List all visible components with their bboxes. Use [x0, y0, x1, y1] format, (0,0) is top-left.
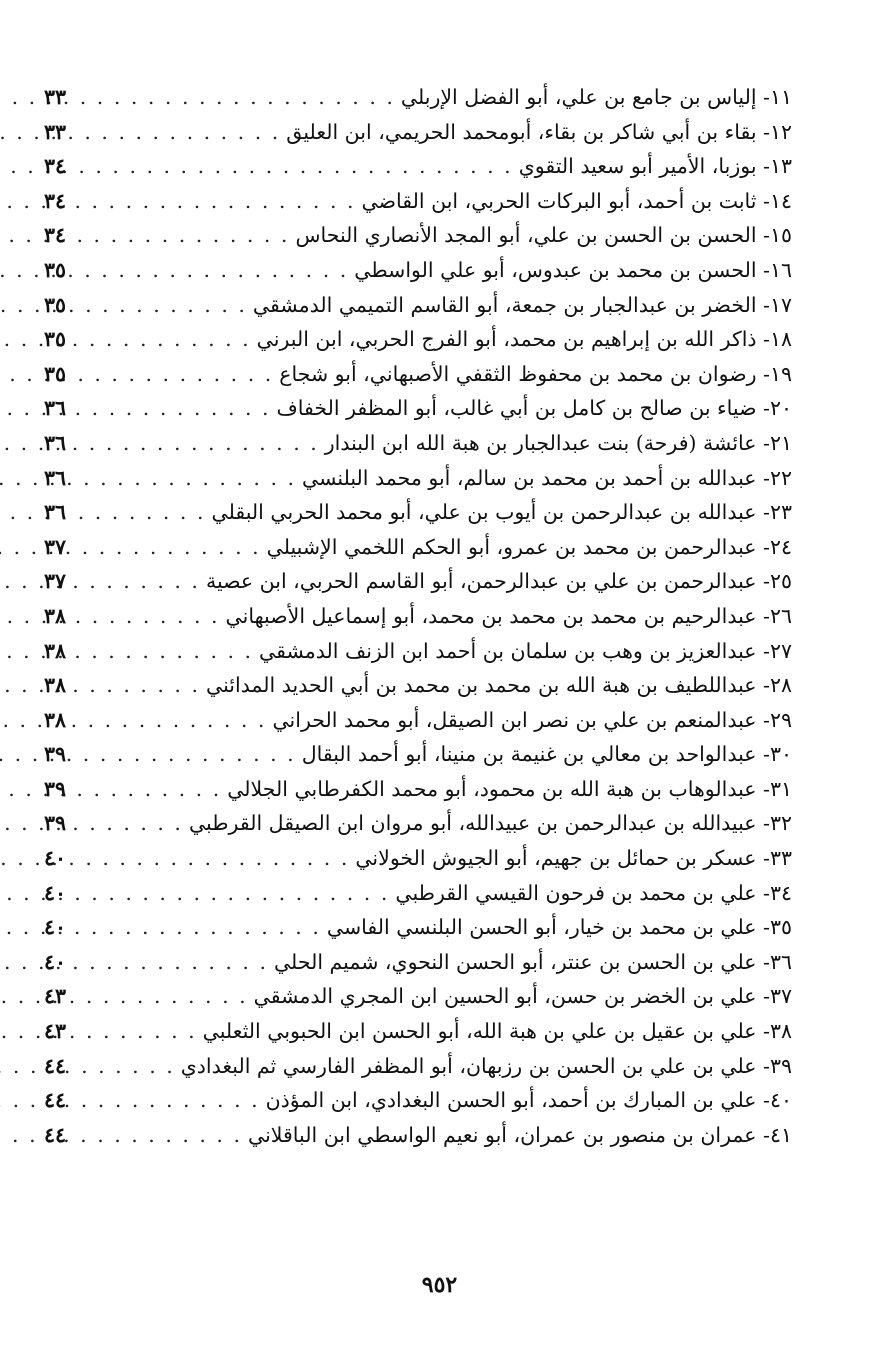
toc-entry-title: ١٢- بقاء بن أبي شاكر بن بقاء، أبومحمد الحريمي، ابن العليق: [286, 119, 792, 144]
dot-leader: [90, 322, 251, 357]
toc-entry: [44, 945, 792, 980]
toc-entry-title: ٣٨- علي بن عقيل بن علي بن هبة الله، أبو الحسن ابن الحبوبي الثعلبي: [202, 1019, 792, 1044]
toc-entry-title: ٢٦- عبدالرحيم بن محمد بن محمد بن محمد، أبو إسماعيل الأصبهاني: [225, 603, 792, 628]
dot-leader: [90, 806, 183, 841]
dot-leader: [90, 218, 289, 253]
toc-entry-page: ٤٣: [44, 984, 67, 1009]
dot-leader: [90, 530, 261, 565]
toc-entry-page: ٤٠: [44, 915, 67, 940]
toc-entry-title: ١٨- ذاكر الله بن إبراهيم بن محمد، أبو الفرج الحربي، ابن البرني: [256, 327, 792, 352]
toc-entry-page: ٤٠: [44, 846, 67, 871]
toc-entry-title: ٣٣- عسكر بن حمائل بن جهيم، أبو الجيوش الخولاني: [355, 846, 792, 871]
toc-entry: [44, 115, 792, 150]
toc-entry-page: ٣٥: [44, 292, 67, 317]
toc-entry: [44, 564, 792, 599]
toc-entry: [44, 737, 792, 772]
toc-entry-page: ٣٧: [44, 534, 67, 559]
dot-leader: [90, 841, 349, 876]
toc-entry-title: ٣٧- علي بن الخضر بن حسن، أبو الحسين ابن المجري الدمشقي: [253, 984, 792, 1009]
toc-entry-page: ٤٤: [44, 1122, 67, 1147]
toc-entry-title: ٢٥- عبدالرحمن بن علي بن عبدالرحمن، أبو القاسم الحربي، ابن عصية: [205, 569, 792, 594]
toc-entry: [44, 218, 792, 253]
toc-entry: [44, 979, 792, 1014]
toc-entry-title: ٢٤- عبدالرحمن بن محمد بن عمرو، أبو الحكم اللخمي الإشبيلي: [266, 534, 792, 559]
toc-entry-page: ٣٦: [44, 396, 67, 421]
dot-leader: [90, 945, 268, 980]
toc-entry-title: ٢٨- عبداللطيف بن هبة الله بن محمد بن محمد بن أبي الحديد المدائني: [205, 673, 792, 698]
toc-entry: [44, 461, 792, 496]
page-number-footer: ٩٥٢: [421, 1272, 458, 1298]
toc-entry: [44, 322, 792, 357]
toc-entry: [44, 391, 792, 426]
toc-entry-page: ٣٨: [44, 603, 67, 628]
toc-entry-page: ٣٩: [44, 742, 67, 767]
toc-entry-title: ٢٠- ضياء بن صالح بن كامل بن أبي غالب، أبو المظفر الخفاف: [276, 396, 792, 421]
toc-entry: [44, 1118, 792, 1153]
toc-entry: [44, 1014, 792, 1049]
dot-leader: [90, 357, 273, 392]
dot-leader: [90, 772, 221, 807]
toc-entry: [44, 530, 792, 565]
toc-entry-page: ٣٤: [44, 188, 67, 213]
dot-leader: [90, 1083, 260, 1118]
dot-leader: [90, 703, 266, 738]
toc-entry-page: ٣٨: [44, 673, 67, 698]
toc-entry: [44, 806, 792, 841]
dot-leader: [90, 253, 348, 288]
toc-entry-title: ٣٠- عبدالواحد بن معالي بن غنيمة بن منينا، أبو أحمد البقال: [301, 742, 792, 767]
toc-entry-page: ٣٥: [44, 361, 67, 386]
toc-entry: [44, 495, 792, 530]
dot-leader: [90, 564, 200, 599]
toc-entry-title: ٣٦- علي بن الحسن بن عنتر، أبو الحسن النحوي، شميم الحلي: [273, 949, 792, 974]
toc-entry-title: ٤٠- علي بن المبارك بن أحمد، أبو الحسن البغدادي، ابن المؤذن: [265, 1088, 792, 1113]
toc-entry-page: ٤٠: [44, 949, 67, 974]
toc-entry: [44, 599, 792, 634]
dot-leader: [90, 80, 395, 115]
toc-entry: [44, 668, 792, 703]
toc-entry-title: ١٦- الحسن بن محمد بن عبدوس، أبو علي الواسطي: [354, 257, 792, 282]
dot-leader: [90, 737, 296, 772]
dot-leader: [90, 115, 280, 150]
dot-leader: [90, 1049, 175, 1084]
dot-leader: [90, 876, 389, 911]
toc-entry-page: ٤٣: [44, 1019, 67, 1044]
toc-entry-title: ٢٧- عبدالعزيز بن وهب بن سلمان بن أحمد ابن الزنف الدمشقي: [259, 638, 792, 663]
toc-entry-page: ٣٤: [44, 223, 67, 248]
toc-entry-title: ٣٩- علي بن علي بن الحسن بن رزبهان، أبو المظفر الفارسي ثم البغدادي: [180, 1053, 792, 1078]
toc-entry: [44, 634, 792, 669]
toc-entry-title: ١٩- رضوان بن محمد بن محفوظ الثقفي الأصبهاني، أبو شجاع: [279, 361, 792, 386]
dot-leader: [90, 668, 200, 703]
dot-leader: [90, 599, 220, 634]
toc-entry-title: ١٧- الخضر بن عبدالجبار بن جمعة، أبو القاسم التميمي الدمشقي: [252, 292, 792, 317]
dot-leader: [90, 461, 296, 496]
dot-leader: [90, 910, 321, 945]
toc-entry-page: ٣٥: [44, 257, 67, 282]
dot-leader: [90, 1014, 197, 1049]
toc-entry: [44, 876, 792, 911]
toc-entry-page: ٤٤: [44, 1088, 67, 1113]
toc-entry-page: ٤٠: [44, 880, 67, 905]
toc-entry-title: ٢١- عائشة (فرحة) بنت عبدالجبار بن هبة الله ابن البندار: [324, 430, 792, 455]
toc-entry: [44, 703, 792, 738]
dot-leader: [90, 634, 253, 669]
toc-entry: [44, 149, 792, 184]
dot-leader: [90, 1118, 242, 1153]
dot-leader: [90, 426, 319, 461]
dot-leader: [90, 391, 271, 426]
toc-entry: [44, 772, 792, 807]
toc-entry-title: ٢٣- عبدالله بن عبدالرحمن بن أيوب بن علي، أبو محمد الحربي البقلي: [211, 500, 792, 525]
toc-entry: [44, 184, 792, 219]
toc-entry-title: ١٣- بوزبا، الأمير أبو سعيد التقوي: [518, 154, 792, 179]
toc-entry: [44, 288, 792, 323]
toc-entry-title: ٣٢- عبيدالله بن عبدالرحمن بن عبيدالله، أبو مروان ابن الصيقل القرطبي: [188, 811, 792, 836]
toc-entry-page: ٣٦: [44, 430, 67, 455]
toc-entry-title: ٢٢- عبدالله بن أحمد بن محمد بن سالم، أبو محمد البلنسي: [302, 465, 792, 490]
table-of-contents: [44, 80, 792, 1152]
toc-entry-title: ٣٤- علي بن محمد بن فرحون القيسي القرطبي: [395, 880, 792, 905]
toc-entry-page: ٣٥: [44, 327, 67, 352]
toc-entry-title: ١٤- ثابت بن أحمد، أبو البركات الحربي، ابن القاضي: [361, 188, 792, 213]
toc-entry: [44, 253, 792, 288]
toc-entry-page: ٣٩: [44, 811, 67, 836]
toc-entry-page: ٤٤: [44, 1053, 67, 1078]
dot-leader: [90, 149, 513, 184]
toc-entry: [44, 426, 792, 461]
toc-entry-title: ٣٥- علي بن محمد بن خيار، أبو الحسن البلنسي الفاسي: [326, 915, 792, 940]
toc-entry-title: ٢٩- عبدالمنعم بن علي بن نصر ابن الصيقل، أبو محمد الحراني: [272, 707, 792, 732]
toc-entry-title: ١٥- الحسن بن الحسن بن علي، أبو المجد الأنصاري النحاس: [295, 223, 792, 248]
toc-entry-page: ٣٤: [44, 154, 67, 179]
toc-entry: [44, 1049, 792, 1084]
toc-entry: [44, 910, 792, 945]
toc-entry-page: ٣٣: [44, 119, 67, 144]
toc-entry-title: ١١- إلياس بن جامع بن علي، أبو الفضل الإربلي: [400, 85, 792, 109]
dot-leader: [90, 288, 247, 323]
toc-entry-page: ٣٩: [44, 776, 67, 801]
toc-entry-page: ٣٦: [44, 465, 67, 490]
toc-entry-page: ٣٨: [44, 707, 67, 732]
dot-leader: [90, 184, 356, 219]
dot-leader: [90, 979, 248, 1014]
toc-entry: [44, 841, 792, 876]
toc-entry-title: ٣١- عبدالوهاب بن هبة الله بن محمود، أبو محمد الكفرطابي الجلالي: [227, 776, 792, 801]
toc-entry: [44, 357, 792, 392]
dot-leader: [90, 495, 205, 530]
toc-entry-page: ٣٦: [44, 500, 67, 525]
toc-entry: [44, 1083, 792, 1118]
toc-entry-page: ٣٨: [44, 638, 67, 663]
toc-entry: [44, 80, 792, 115]
toc-entry-title: ٤١- عمران بن منصور بن عمران، أبو نعيم الواسطي ابن الباقلاني: [247, 1122, 792, 1147]
toc-entry-page: ٣٧: [44, 569, 67, 594]
toc-entry-page: ٣٣: [44, 85, 67, 109]
